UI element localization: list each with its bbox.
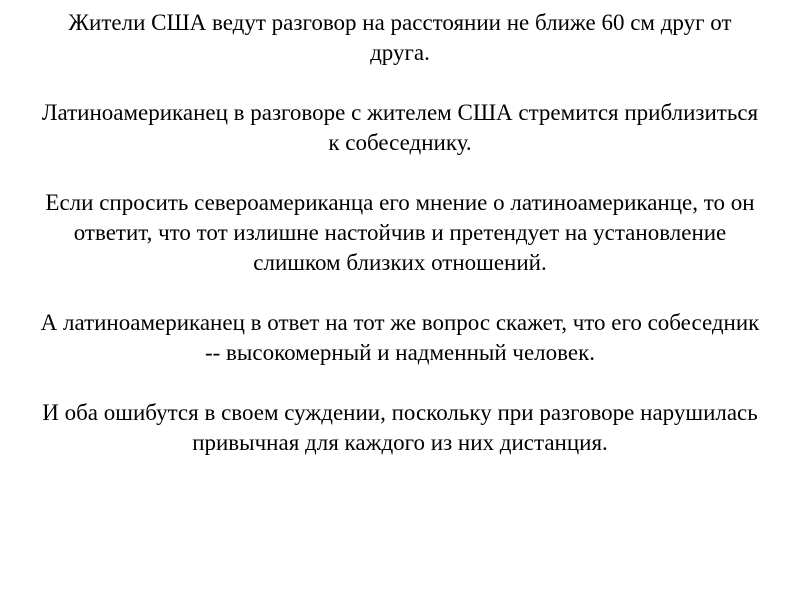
paragraph-latin-opinion: А латиноамериканец в ответ на тот же вопрос скажет, что его собеседник -- высокомерный и надменный человек. [40,310,760,365]
paragraph-distance: Жители США ведут разговор на расстоянии не ближе 60 см друг от друга. [68,10,732,65]
paragraph-conclusion: И оба ошибутся в своем суждении, поскольку при разговоре нарушилась привычная для каждого из них дистанция. [42,400,758,455]
slide-text-block [40,8,760,458]
paragraph-north-american-opinion: Если спросить североамериканца его мнение о латиноамериканце, то он ответит, что тот излишне настойчив и претендует на установление слишком близких отношений. [45,190,755,275]
paragraph-latin-approach: Латиноамериканец в разговоре с жителем США стремится приблизиться к собеседнику. [41,100,759,155]
